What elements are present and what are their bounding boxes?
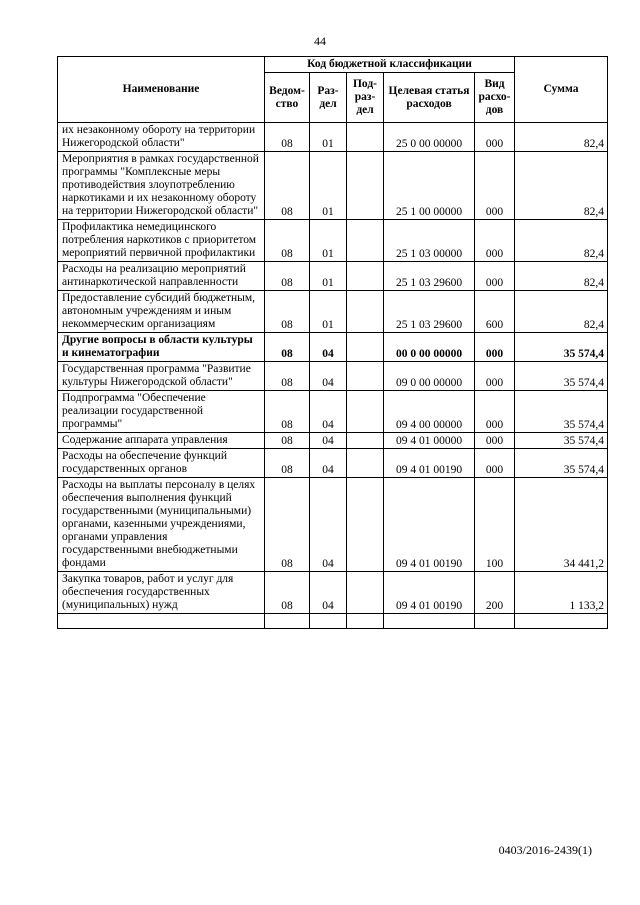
- header-name: Наименование: [58, 57, 265, 123]
- row-summa: 35 574,4: [515, 449, 608, 478]
- header-summa: Сумма: [515, 57, 608, 123]
- row-vid: 600: [475, 291, 515, 333]
- table-row: [58, 433, 608, 449]
- row-vedomstvo: 08: [265, 291, 310, 333]
- table-row: [58, 391, 608, 433]
- empty-cell: [475, 614, 515, 629]
- row-vedomstvo: 08: [265, 333, 310, 362]
- row-vid: 000: [475, 262, 515, 291]
- table-row: [58, 123, 608, 152]
- table-row: [58, 478, 608, 572]
- row-razdel: 01: [310, 152, 347, 220]
- row-name: Профилактика немедицинского потребления наркотиков с приоритетом мероприятий первичной профилактики: [58, 220, 265, 262]
- row-podrazdel: [347, 123, 384, 152]
- table-row: [58, 572, 608, 614]
- footer-code: 0403/2016-2439(1): [498, 843, 592, 857]
- empty-cell: [265, 614, 310, 629]
- row-celevaya: 09 4 01 00190: [384, 478, 475, 572]
- row-name: Государственная программа "Развитие культуры Нижегородской области": [58, 362, 265, 391]
- row-vedomstvo: 08: [265, 433, 310, 449]
- row-vid: 000: [475, 220, 515, 262]
- row-celevaya: 25 0 00 00000: [384, 123, 475, 152]
- row-vedomstvo: 08: [265, 262, 310, 291]
- row-celevaya: 25 1 03 29600: [384, 291, 475, 333]
- table-row: [58, 152, 608, 220]
- empty-cell: [310, 614, 347, 629]
- row-vedomstvo: 08: [265, 572, 310, 614]
- row-razdel: 01: [310, 291, 347, 333]
- row-summa: 82,4: [515, 123, 608, 152]
- header-group: Код бюджетной классификации: [265, 57, 515, 73]
- row-celevaya: 00 0 00 00000: [384, 333, 475, 362]
- table-row: [58, 449, 608, 478]
- row-vedomstvo: 08: [265, 449, 310, 478]
- row-celevaya: 09 0 00 00000: [384, 362, 475, 391]
- table-row: [58, 362, 608, 391]
- page-number: 44: [314, 34, 326, 48]
- row-summa: 82,4: [515, 220, 608, 262]
- row-podrazdel: [347, 262, 384, 291]
- row-podrazdel: [347, 449, 384, 478]
- row-vedomstvo: 08: [265, 123, 310, 152]
- header-podrazdel: Под-раз-дел: [347, 73, 384, 123]
- row-vedomstvo: 08: [265, 391, 310, 433]
- empty-cell: [515, 614, 608, 629]
- row-razdel: 04: [310, 449, 347, 478]
- row-name: Подпрограмма "Обеспечение реализации государственной программы": [58, 391, 265, 433]
- table-body: [58, 123, 608, 629]
- row-razdel: 04: [310, 391, 347, 433]
- row-celevaya: 09 4 00 00000: [384, 391, 475, 433]
- empty-cell: [384, 614, 475, 629]
- row-summa: 34 441,2: [515, 478, 608, 572]
- row-razdel: 01: [310, 262, 347, 291]
- row-name: Закупка товаров, работ и услуг для обеспечения государственных (муниципальных) нужд: [58, 572, 265, 614]
- header-celevaya: Целевая статья расходов: [384, 73, 475, 123]
- row-vid: 000: [475, 362, 515, 391]
- row-vid: 200: [475, 572, 515, 614]
- row-podrazdel: [347, 391, 384, 433]
- row-name: Другие вопросы в области культуры и кинематографии: [58, 333, 265, 362]
- row-vid: 000: [475, 152, 515, 220]
- row-name: Расходы на обеспечение функций государственных органов: [58, 449, 265, 478]
- row-podrazdel: [347, 478, 384, 572]
- row-name: Мероприятия в рамках государственной программы "Комплексные меры противодействия злоупотреблению наркотиками и их незаконному обороту на территории Нижегородской области": [58, 152, 265, 220]
- row-podrazdel: [347, 333, 384, 362]
- row-summa: 35 574,4: [515, 433, 608, 449]
- row-summa: 35 574,4: [515, 333, 608, 362]
- row-razdel: 01: [310, 123, 347, 152]
- row-razdel: 04: [310, 572, 347, 614]
- row-summa: 35 574,4: [515, 391, 608, 433]
- row-vid: 100: [475, 478, 515, 572]
- row-celevaya: 09 4 01 00000: [384, 433, 475, 449]
- table-row: [58, 291, 608, 333]
- table-row: [58, 262, 608, 291]
- row-vid: 000: [475, 123, 515, 152]
- row-vid: 000: [475, 391, 515, 433]
- row-celevaya: 09 4 01 00190: [384, 449, 475, 478]
- header-vid: Вид расхо-дов: [475, 73, 515, 123]
- row-podrazdel: [347, 220, 384, 262]
- budget-table: [57, 56, 608, 629]
- row-vedomstvo: 08: [265, 220, 310, 262]
- row-summa: 82,4: [515, 262, 608, 291]
- row-name: Предоставление субсидий бюджетным, автономным учреждениям и иным некоммерческим организациям: [58, 291, 265, 333]
- row-podrazdel: [347, 433, 384, 449]
- row-celevaya: 25 1 03 00000: [384, 220, 475, 262]
- row-name: Расходы на реализацию мероприятий антинаркотической направленности: [58, 262, 265, 291]
- table-row: [58, 220, 608, 262]
- row-celevaya: 25 1 00 00000: [384, 152, 475, 220]
- header-razdel: Раз-дел: [310, 73, 347, 123]
- row-razdel: 04: [310, 433, 347, 449]
- row-name: Содержание аппарата управления: [58, 433, 265, 449]
- row-podrazdel: [347, 572, 384, 614]
- row-name: Расходы на выплаты персоналу в целях обеспечения выполнения функций государственными (муниципальными) органами, казенными учреждениями, органами управления государственными внебюджетными фондами: [58, 478, 265, 572]
- row-celevaya: 25 1 03 29600: [384, 262, 475, 291]
- row-razdel: 01: [310, 220, 347, 262]
- row-podrazdel: [347, 152, 384, 220]
- row-name: их незаконному обороту на территории Нижегородской области": [58, 123, 265, 152]
- row-razdel: 04: [310, 478, 347, 572]
- empty-cell: [58, 614, 265, 629]
- row-summa: 1 133,2: [515, 572, 608, 614]
- table-row: [58, 333, 608, 362]
- table-row-empty: [58, 614, 608, 629]
- row-summa: 35 574,4: [515, 362, 608, 391]
- row-vid: 000: [475, 333, 515, 362]
- row-summa: 82,4: [515, 291, 608, 333]
- row-podrazdel: [347, 362, 384, 391]
- row-vid: 000: [475, 433, 515, 449]
- row-razdel: 04: [310, 333, 347, 362]
- row-vedomstvo: 08: [265, 362, 310, 391]
- header-vedomstvo: Ведом-ство: [265, 73, 310, 123]
- row-vedomstvo: 08: [265, 152, 310, 220]
- row-vid: 000: [475, 449, 515, 478]
- empty-cell: [347, 614, 384, 629]
- row-razdel: 04: [310, 362, 347, 391]
- row-podrazdel: [347, 291, 384, 333]
- row-vedomstvo: 08: [265, 478, 310, 572]
- row-celevaya: 09 4 01 00190: [384, 572, 475, 614]
- row-summa: 82,4: [515, 152, 608, 220]
